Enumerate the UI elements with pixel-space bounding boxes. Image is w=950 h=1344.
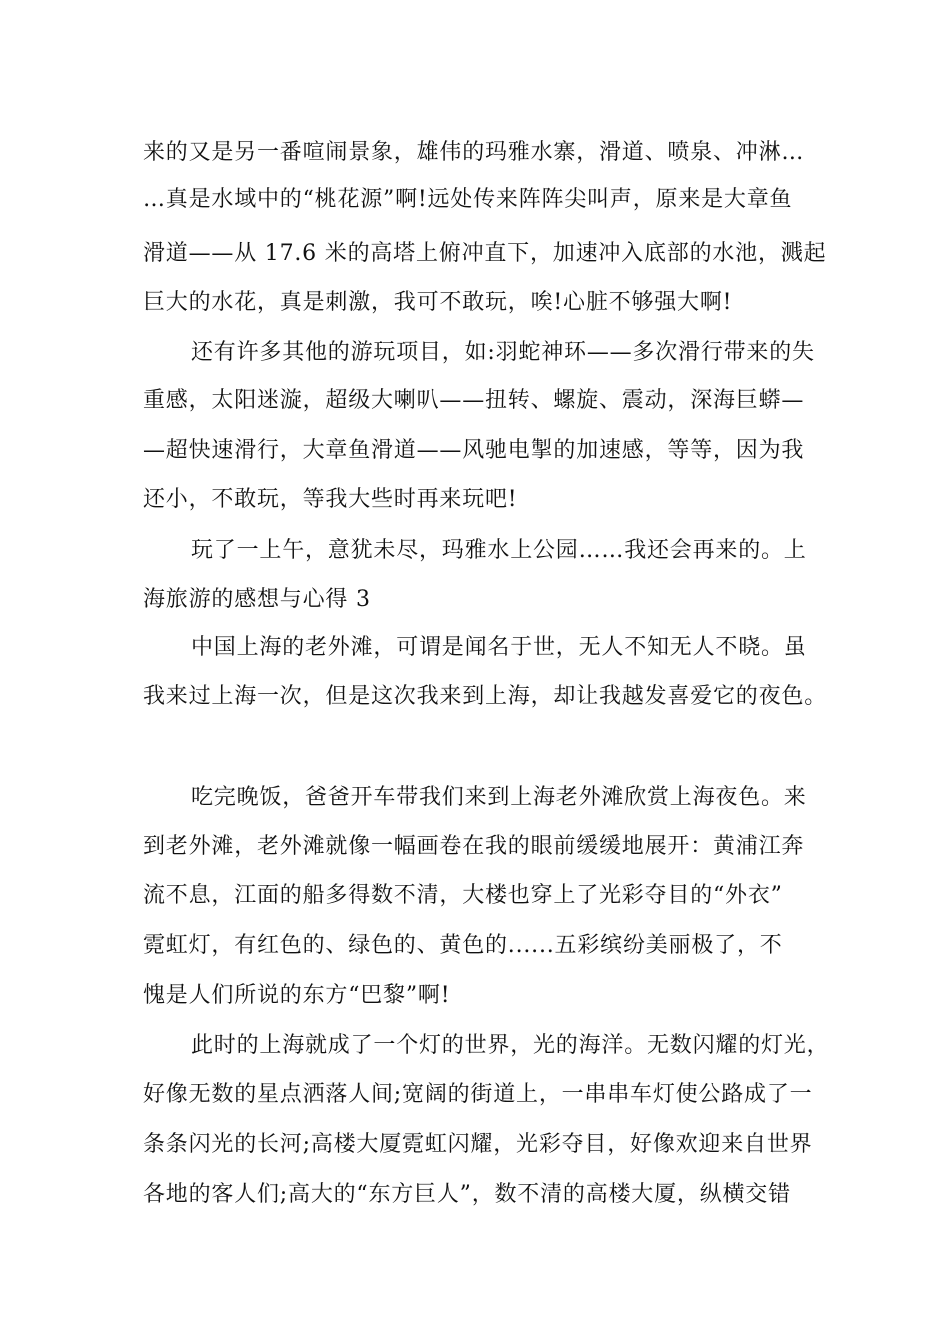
- paragraph-start: 中国上海的老外滩，可谓是闻名于世，无人不知无人不晓。虽: [191, 635, 807, 660]
- text-line: 流不息，江面的船多得数不清，大楼也穿上了光彩夺目的“外衣”: [143, 883, 783, 908]
- text-line: 巨大的水花，真是刺激，我可不敢玩，唉!心脏不够强大啊!: [143, 290, 733, 315]
- text-line: …真是水域中的“桃花源”啊!远处传来阵阵尖叫声，原来是大章鱼: [143, 187, 793, 212]
- paragraph-start: 还有许多其他的游玩项目，如:羽蛇神环——多次滑行带来的失: [191, 340, 815, 365]
- text-line: —超快速滑行，大章鱼滑道——风驰电掣的加速感，等等，因为我: [143, 438, 805, 463]
- text-line: 霓虹灯，有红色的、绿色的、黄色的......五彩缤纷美丽极了，不: [143, 933, 783, 958]
- text-line: 滑道——从 17.6 米的高塔上俯冲直下，加速冲入底部的水池，溅起: [143, 241, 827, 266]
- text-line: 到老外滩，老外滩就像一幅画卷在我的眼前缓缓地展开：黄浦江奔: [143, 834, 805, 859]
- text-line: 各地的客人们;高大的“东方巨人”，数不清的高楼大厦，纵横交错: [143, 1182, 791, 1207]
- text-line: 重感，太阳迷漩，超级大喇叭——扭转、螺旋、震动，深海巨蟒—: [143, 388, 805, 413]
- text-line: 还小，不敢玩，等我大些时再来玩吧!: [143, 487, 518, 512]
- text-line: 我来过上海一次，但是这次我来到上海，却让我越发喜爱它的夜色。: [143, 684, 828, 709]
- paragraph-start: 此时的上海就成了一个灯的世界，光的海洋。无数闪耀的灯光，: [191, 1033, 830, 1058]
- paragraph-start: 吃完晚饭，爸爸开车带我们来到上海老外滩欣赏上海夜色。来: [191, 785, 807, 810]
- section-heading-line: 海旅游的感想与心得 3: [143, 587, 371, 612]
- text-line: 条条闪光的长河;高楼大厦霓虹闪耀，光彩夺目，好像欢迎来自世界: [143, 1132, 813, 1157]
- text-line: 来的又是另一番喧闹景象，雄伟的玛雅水寨，滑道、喷泉、冲淋…: [143, 140, 805, 165]
- text-line: 好像无数的星点洒落人间;宽阔的街道上，一串串车灯使公路成了一: [143, 1082, 813, 1107]
- paragraph-start: 玩了一上午，意犹未尽，玛雅水上公园……我还会再来的。上: [191, 538, 807, 563]
- text-line: 愧是人们所说的东方“巴黎”啊!: [143, 983, 451, 1008]
